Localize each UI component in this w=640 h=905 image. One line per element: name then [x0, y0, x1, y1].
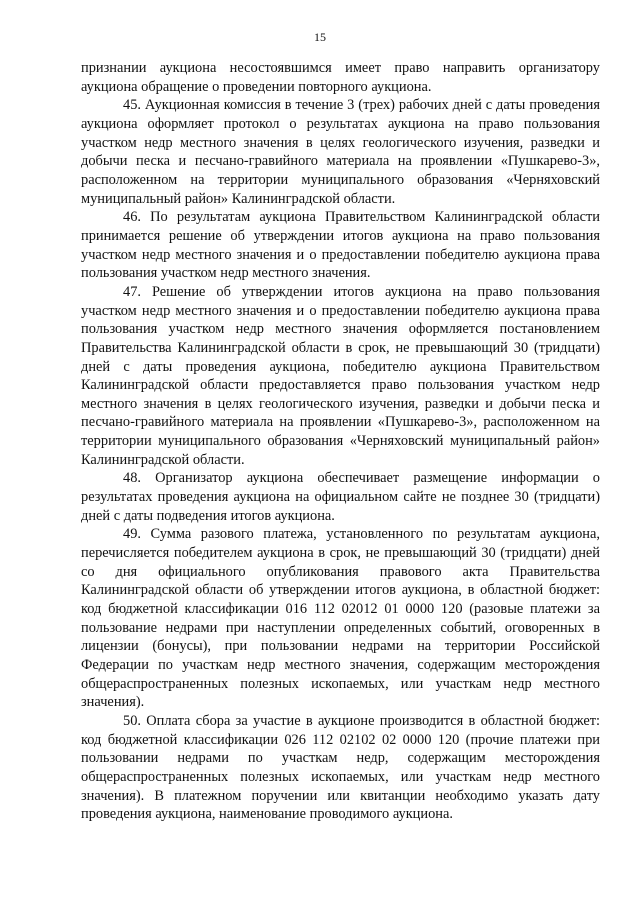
page-number: 15 — [314, 30, 326, 44]
paragraph-continuation: признании аукциона несостоявшимся имеет право направить организатору аукциона обращение о проведении повторного аукциона. — [81, 60, 600, 95]
paragraph-49: 49. Сумма разового платежа, установленного по результатам аукциона, перечисляется победителем аукциона в срок, не превышающий 30 (тридцати) дней со дня официального опубликования правового акта Правительства Калининградской области об утверждении итогов аукциона, в областной бюджет: код бюджетной классификации 016 112 02012 01 0000 120 (разовые платежи за пользование недрами при наступлении определенных событий, оговоренных в лицензии (бонусы), при пользовании недрами на территории Российской Федерации по участкам недр местного значения, содержащим месторождения общераспространенных полезных ископаемых, или участкам недр местного значения). — [81, 526, 600, 711]
paragraph-47: 47. Решение об утверждении итогов аукциона на право пользования участком недр местного значения и о предоставлении победителю аукциона права пользования участком недр местного значения оформляется постановлением Правительства Калининградской области в срок, не превышающий 30 (тридцати) дней с даты проведения аукциона, победителю аукциона Правительством Калининградской области предоставляется право пользования участком недр местного значения в целях геологического изучения, разведки и добычи песка и песчано-гравийного материала на проявлении «Пушкарево-3», расположенном на территории муниципального образования «Черняховский муниципальный район» Калининградской области. — [81, 283, 600, 468]
paragraph-46: 46. По результатам аукциона Правительством Калининградской области принимается решение об утверждении итогов аукциона на право пользования участком недр местного значения и о предоставлении победителю аукциона права пользования участком недр местного значения. — [81, 209, 600, 282]
paragraph-48: 48. Организатор аукциона обеспечивает размещение информации о результатах проведения аукциона на официальном сайте не позднее 30 (тридцати) дней с даты подведения итогов аукциона. — [81, 470, 600, 524]
paragraph-50: 50. Оплата сбора за участие в аукционе производится в областной бюджет: код бюджетной классификации 026 112 02102 02 0000 120 (прочие платежи при пользовании недрами по участкам недр, содержащим месторождения общераспространенных полезных ископаемых, или участкам недр местного значения). В платежном поручении или квитанции необходимо указать дату проведения аукциона, наименование проводимого аукциона. — [81, 712, 600, 823]
paragraph-45: 45. Аукционная комиссия в течение 3 (трех) рабочих дней с даты проведения аукциона оформляет протокол о результатах аукциона на право пользования участком недр местного значения в целях геологического изучения, разведки и добычи песка и песчано-гравийного материала на проявлении «Пушкарево-3», расположенном на территории муниципального образования «Черняховский муниципальный район» Калининградской области. — [81, 97, 600, 207]
document-body — [81, 59, 600, 824]
